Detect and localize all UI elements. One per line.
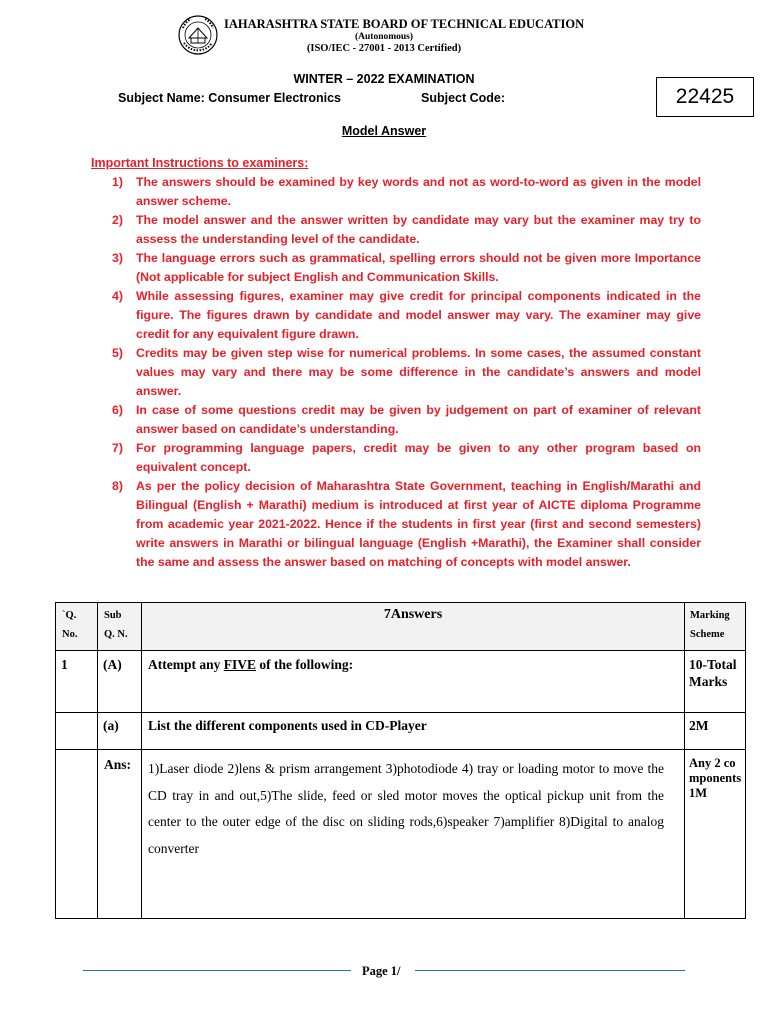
question-sub: (A) — [98, 651, 142, 713]
empty-cell — [56, 750, 98, 919]
table-row — [56, 750, 746, 919]
table-row — [56, 713, 746, 750]
header-marking-line2: Scheme — [690, 629, 725, 640]
iso-certification: (ISO/IEC - 27001 - 2013 Certified) — [306, 43, 462, 54]
header-answers: 7Answers — [142, 603, 685, 651]
footer-divider-right — [415, 970, 685, 971]
page-number: Page 1/ — [362, 964, 401, 978]
question-text — [142, 651, 685, 713]
answer-table — [55, 602, 746, 919]
instruction-number: 8) — [112, 479, 123, 493]
instruction-text: The language errors such as grammatical, spelling errors should not be given more Importance (Not applicable for subject English and Communication Skills. — [136, 251, 701, 284]
instructions-list — [108, 173, 701, 572]
answer-text: 1)Laser diode 2)lens & prism arrangement 3)photodiode 4) tray or loading motor to move the CD tray in and out,5)The slide, feed or sled motor moves the optical pickup unit from the center to the outer edge of the disc on sliding rods,6)speaker 7)amplifier 8)Digital to analog converter — [142, 750, 685, 919]
subject-code-label: Subject Code: — [421, 91, 506, 105]
instruction-item — [108, 249, 701, 287]
instruction-item — [108, 211, 701, 249]
table-row — [56, 651, 746, 713]
instruction-number: 6) — [112, 403, 123, 417]
empty-cell — [56, 713, 98, 750]
instruction-number: 2) — [112, 213, 123, 227]
instruction-item — [108, 287, 701, 344]
instruction-number: 4) — [112, 289, 123, 303]
footer-divider-left — [83, 970, 351, 971]
header-sub-line1: Sub — [104, 610, 122, 621]
question-marks: 10-Total Marks — [685, 651, 746, 713]
instruction-text: The answers should be examined by key words and not as word-to-word as given in the model answer scheme. — [136, 175, 701, 208]
table-header-row — [56, 603, 746, 651]
instruction-number: 5) — [112, 346, 123, 360]
header-q-no-line1: `Q. — [62, 610, 77, 621]
instruction-item — [108, 439, 701, 477]
header-sub-line2: Q. N. — [104, 629, 128, 640]
subquestion-text: List the different components used in CD-Player — [142, 713, 685, 750]
question-text-suffix: of the following: — [256, 657, 354, 672]
question-text-prefix: Attempt any — [148, 657, 224, 672]
instruction-text: For programming language papers, credit may be given to any other program based on equivalent concept. — [136, 441, 701, 474]
instruction-text: Credits may be given step wise for numerical problems. In some cases, the assumed constant values may vary and there may be some difference in the candidate’s answers and model answer. — [136, 346, 701, 398]
instruction-item — [108, 477, 701, 572]
answer-marks: Any 2 components1M — [685, 750, 746, 919]
question-text-emph: FIVE — [223, 657, 257, 672]
instructions-title: Important Instructions to examiners: — [91, 156, 309, 170]
header-marking-line1: Marking — [690, 610, 730, 621]
header-q-no-line2: No. — [62, 629, 78, 640]
exam-title: WINTER – 2022 EXAMINATION — [293, 72, 475, 86]
instruction-item — [108, 173, 701, 211]
question-number: 1 — [56, 651, 98, 713]
instruction-number: 3) — [112, 251, 123, 265]
subject-name: Subject Name: Consumer Electronics — [118, 91, 341, 105]
header-marking-scheme — [685, 603, 746, 651]
instruction-item — [108, 401, 701, 439]
instruction-number: 7) — [112, 441, 123, 455]
subquestion-label: (a) — [98, 713, 142, 750]
instruction-text: The model answer and the answer written by candidate may vary but the examiner may try to assess the understanding level of the candidate. — [136, 213, 701, 246]
answer-label: Ans: — [98, 750, 142, 919]
header-q-no — [56, 603, 98, 651]
subquestion-marks: 2M — [685, 713, 746, 750]
instruction-item — [108, 344, 701, 401]
model-answer-heading: Model Answer — [341, 124, 427, 138]
instruction-text: In case of some questions credit may be given by judgement on part of examiner of relevant answer based on candidate’s understanding. — [136, 403, 701, 436]
subject-code-box: 22425 — [656, 77, 754, 117]
board-name: IAHARASHTRA STATE BOARD OF TECHNICAL EDUCATION — [224, 17, 585, 31]
instruction-text: As per the policy decision of Maharashtra State Government, teaching in English/Marathi and Bilingual (English + Marathi) medium is introduced at first year of AICTE diploma Programme from academic year 2021-2022. Hence if the students in first year (first and second semesters) write answers in Marathi or bilingual language (English +Marathi), the Examiner shall consider the same and assess the answer based on matching of concepts with model answer. — [136, 479, 701, 569]
instruction-text: While assessing figures, examiner may give credit for principal components indicated in the figure. The figures drawn by candidate and model answer may vary. The examiner may give credit for any equivalent figure drawn. — [136, 289, 701, 341]
autonomous-label: (Autonomous) — [354, 32, 414, 42]
header-sub-qn — [98, 603, 142, 651]
instruction-number: 1) — [112, 175, 123, 189]
